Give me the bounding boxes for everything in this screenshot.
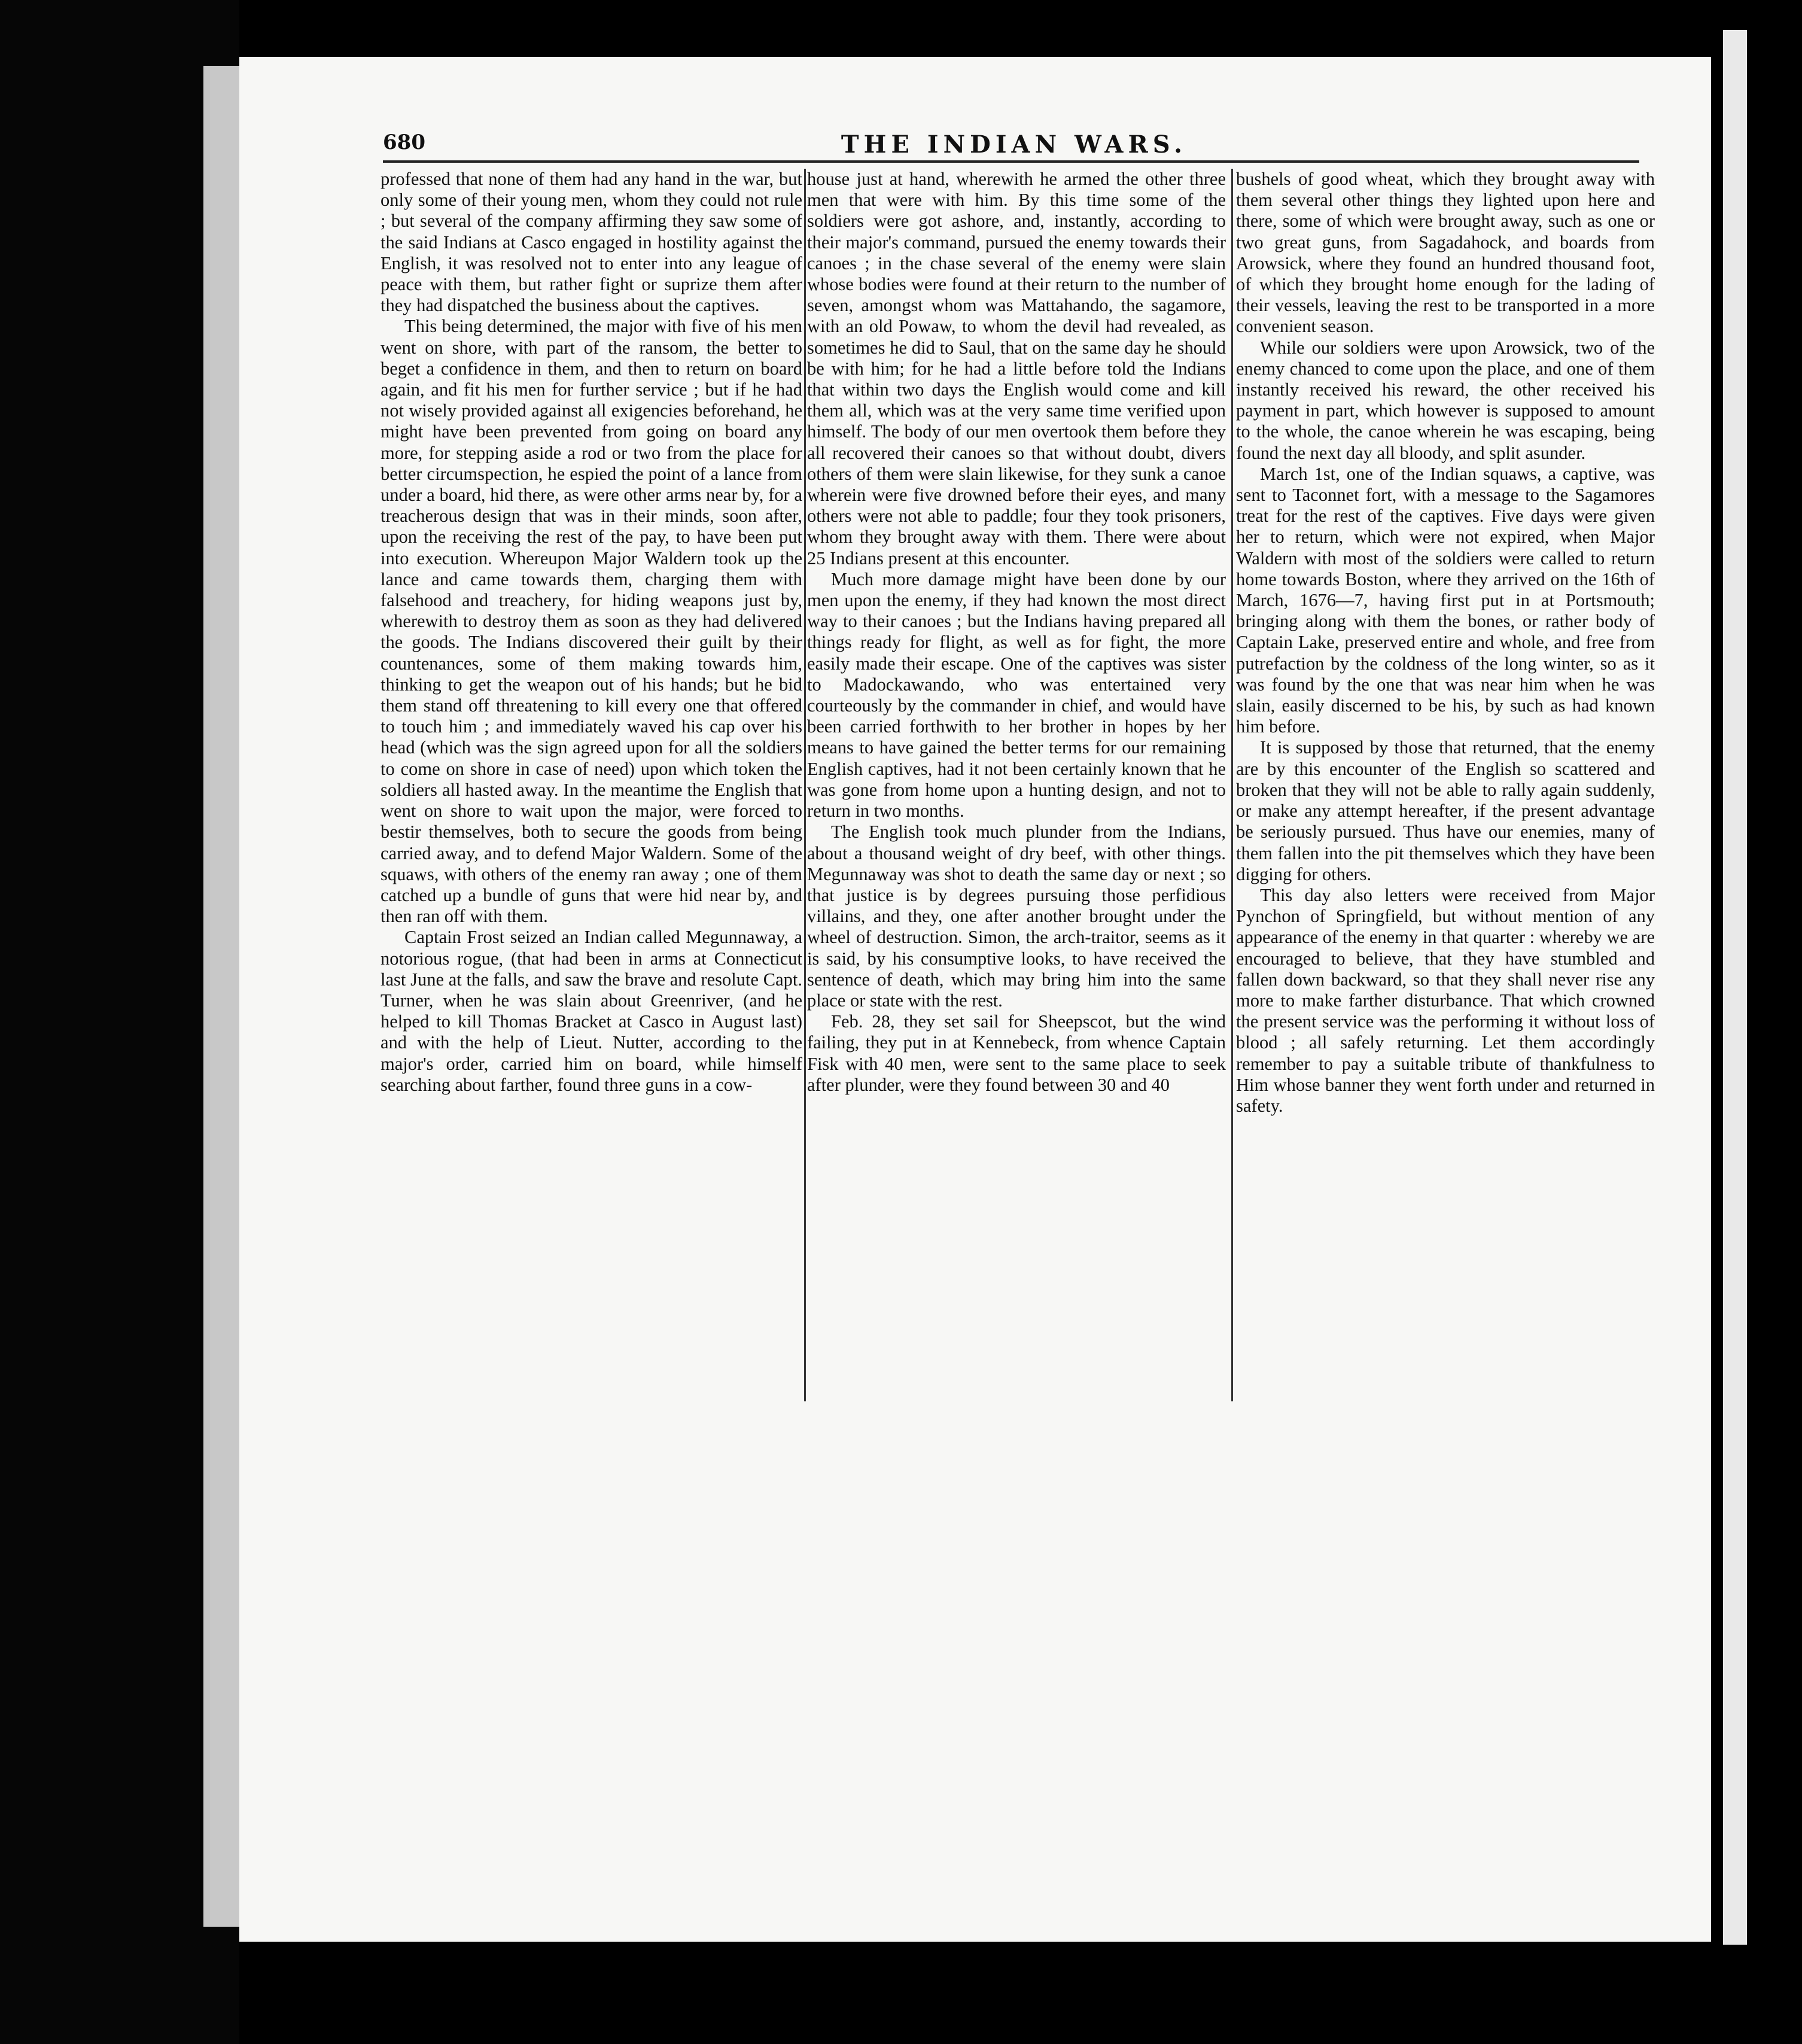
paragraph: The English took much plunder from the Indians, about a thousand weight of dry beef, with other things. Megunnaway was shot to death the same day or next ; so that justice is by degrees pursuing those perfidious villains, and they, one after another brought under the wheel of destruction. Simon, the arch-traitor, seems as it is said, by his consumptive looks, to have received the sentence of death, which may bring him into the same place or state with the rest.: [807, 822, 1226, 1011]
running-title: THE INDIAN WARS.: [841, 130, 1188, 159]
paragraph: March 1st, one of the Indian squaws, a captive, was sent to Taconnet fort, with a message to the Sagamores treat for the rest of the captives. Five days were given her to return, which were not expired, when Major Waldern with most of the soldiers were called to return home towards Boston, where they arrived on the 16th of March, 1676—7, having first put in at Portsmouth; bringing along with them the bones, or rather body of Captain Lake, preserved entire and whole, and free from putrefaction by the coldness of the long winter, so as it was found by the one that was near him when he was slain, easily discerned to be his, by such as had known him before.: [1236, 463, 1655, 737]
paragraph: house just at hand, wherewith he armed the other three men that were with him. By this time some of the soldiers were got ashore, and, instantly, according to their major's command, pursued the enemy towards their canoes ; in the chase several of the enemy were slain whose bodies were found at their return to the number of seven, amongst whom was Mattahando, the sagamore, with an old Powaw, to whom the devil had revealed, as sometimes he did to Saul, that on the same day he should be with him; for he had a little before told the Indians that within two days the English would come and kill them all, which was at the very same time verified upon himself. The body of our men overtook them before they all recovered their canoes so that without doubt, divers others of them were slain likewise, for they sunk a canoe wherein were five drowned before their eyes, and many others were not able to paddle; four they took prisoners, whom they brought away with them. There were about 25 Indians present at this encounter.: [807, 169, 1226, 568]
paragraph: This being determined, the major with five of his men went on shore, with part of the ransom, the better to beget a confidence in them, and then to return on board again, and fit his men for further service ; but if he had not wisely provided against all exigencies beforehand, he might have been prevented from going on board any more, for stepping aside a rod or two from the place for better circumspection, he espied the point of a lance from under a board, hid there, as were other arms near by, for a treacherous design that was in their minds, soon after, upon the receiving the rest of the pay, to have been put into execution. Whereupon Major Waldern took up the lance and came towards them, charging them with falsehood and treachery, for hiding weapons just by, wherewith to destroy them as soon as they had delivered the goods. The Indians discovered their guilt by their countenances, some of them making towards him, thinking to get the weapon out of his hands; but he bid them stand off threatening to kill every one that offered to touch him ; and immediately waved his cap over his head (which was the sign agreed upon for all the soldiers to come on shore in case of need) upon which token the soldiers all hasted away. In the meantime the English that went on shore to wait upon the major, were forced to bestir themselves, both to secure the goods from being carried away, and to defend Major Waldern. Some of the squaws, with others of the enemy ran away ; one of them catched up a bundle of guns that were hid near by, and then ran off with them.: [381, 316, 802, 927]
paragraph: bushels of good wheat, which they brought away with them several other things they lighted upon here and there, some of which were brought away, such as one or two great guns, from Sagadahock, and boards from Arowsick, where they found an hundred thousand foot, of which they brought home enough for the lading of their vessels, leaving the rest to be transported in a more convenient season.: [1236, 169, 1655, 337]
paragraph: This day also letters were received from Major Pynchon of Springfield, but without mention of any appearance of the enemy in that quarter : whereby we are encouraged to believe, that they have stumbled and fallen down backward, so that they shall never rise any more to make farther disturbance. That which crowned the present service was the performing it without loss of blood ; all safely returning. Let them accordingly remember to pay a suitable tribute of thankfulness to Him whose banner they went forth under and returned in safety.: [1236, 884, 1655, 1116]
column-divider: [804, 169, 806, 1401]
paragraph: Feb. 28, they set sail for Sheepscot, but the wind failing, they put in at Kennebeck, from whence Captain Fisk with 40 men, were sent to the same place to seek after plunder, were they found between 30 and 40: [807, 1011, 1226, 1095]
book-binding-edge: [203, 66, 239, 1927]
text-column-2: [807, 169, 1226, 1096]
paragraph: It is supposed by those that returned, that the enemy are by this encounter of the English so scattered and broken that they will not be able to rally again suddenly, or make any attempt hereafter, if the present advantage be seriously pursued. Thus have our enemies, many of them fallen into the pit themselves which they have been digging for others.: [1236, 737, 1655, 884]
paragraph: While our soldiers were upon Arowsick, two of the enemy chanced to come upon the place, and one of them instantly received his reward, the other received his payment in part, which however is supposed to amount to the whole, the canoe wherein he was escaping, being found the next day all bloody, and split asunder.: [1236, 337, 1655, 463]
header-rule: [383, 160, 1639, 163]
paragraph: Much more damage might have been done by our men upon the enemy, if they had known the most direct way to their canoes ; but the Indians having prepared all things ready for flight, as well as for fight, the more easily made their escape. One of the captives was sister to Madockawando, who was entertained very courteously by the commander in chief, and would have been carried forthwith to her brother in hopes by her means to have gained the better terms for our remaining English captives, had it not been certainly known that he was gone from home upon a hunting design, and not to return in two months.: [807, 568, 1226, 822]
text-column-3: [1236, 169, 1655, 1117]
column-divider: [1231, 169, 1233, 1401]
page-number: 680: [383, 130, 425, 154]
paragraph: professed that none of them had any hand in the war, but only some of their young men, whom they could not rule ; but several of the company affirming they saw some of the said Indians at Casco engaged in hostility against the English, it was resolved not to enter into any league of peace with them, but rather fight or suprize them after they had dispatched the business about the captives.: [381, 169, 802, 316]
running-header: [383, 130, 1645, 160]
text-column-1: [381, 169, 802, 1096]
adjacent-page-edge: [1723, 30, 1747, 1945]
paragraph: Captain Frost seized an Indian called Megunnaway, a notorious rogue, (that had been in arms at Connecticut last June at the falls, and saw the brave and resolute Capt. Turner, when he was slain about Greenriver, (and he helped to kill Thomas Bracket at Casco in August last) and with the help of Lieut. Nutter, according to the major's order, carried him on board, while himself searching about farther, found three guns in a cow-: [381, 927, 802, 1095]
